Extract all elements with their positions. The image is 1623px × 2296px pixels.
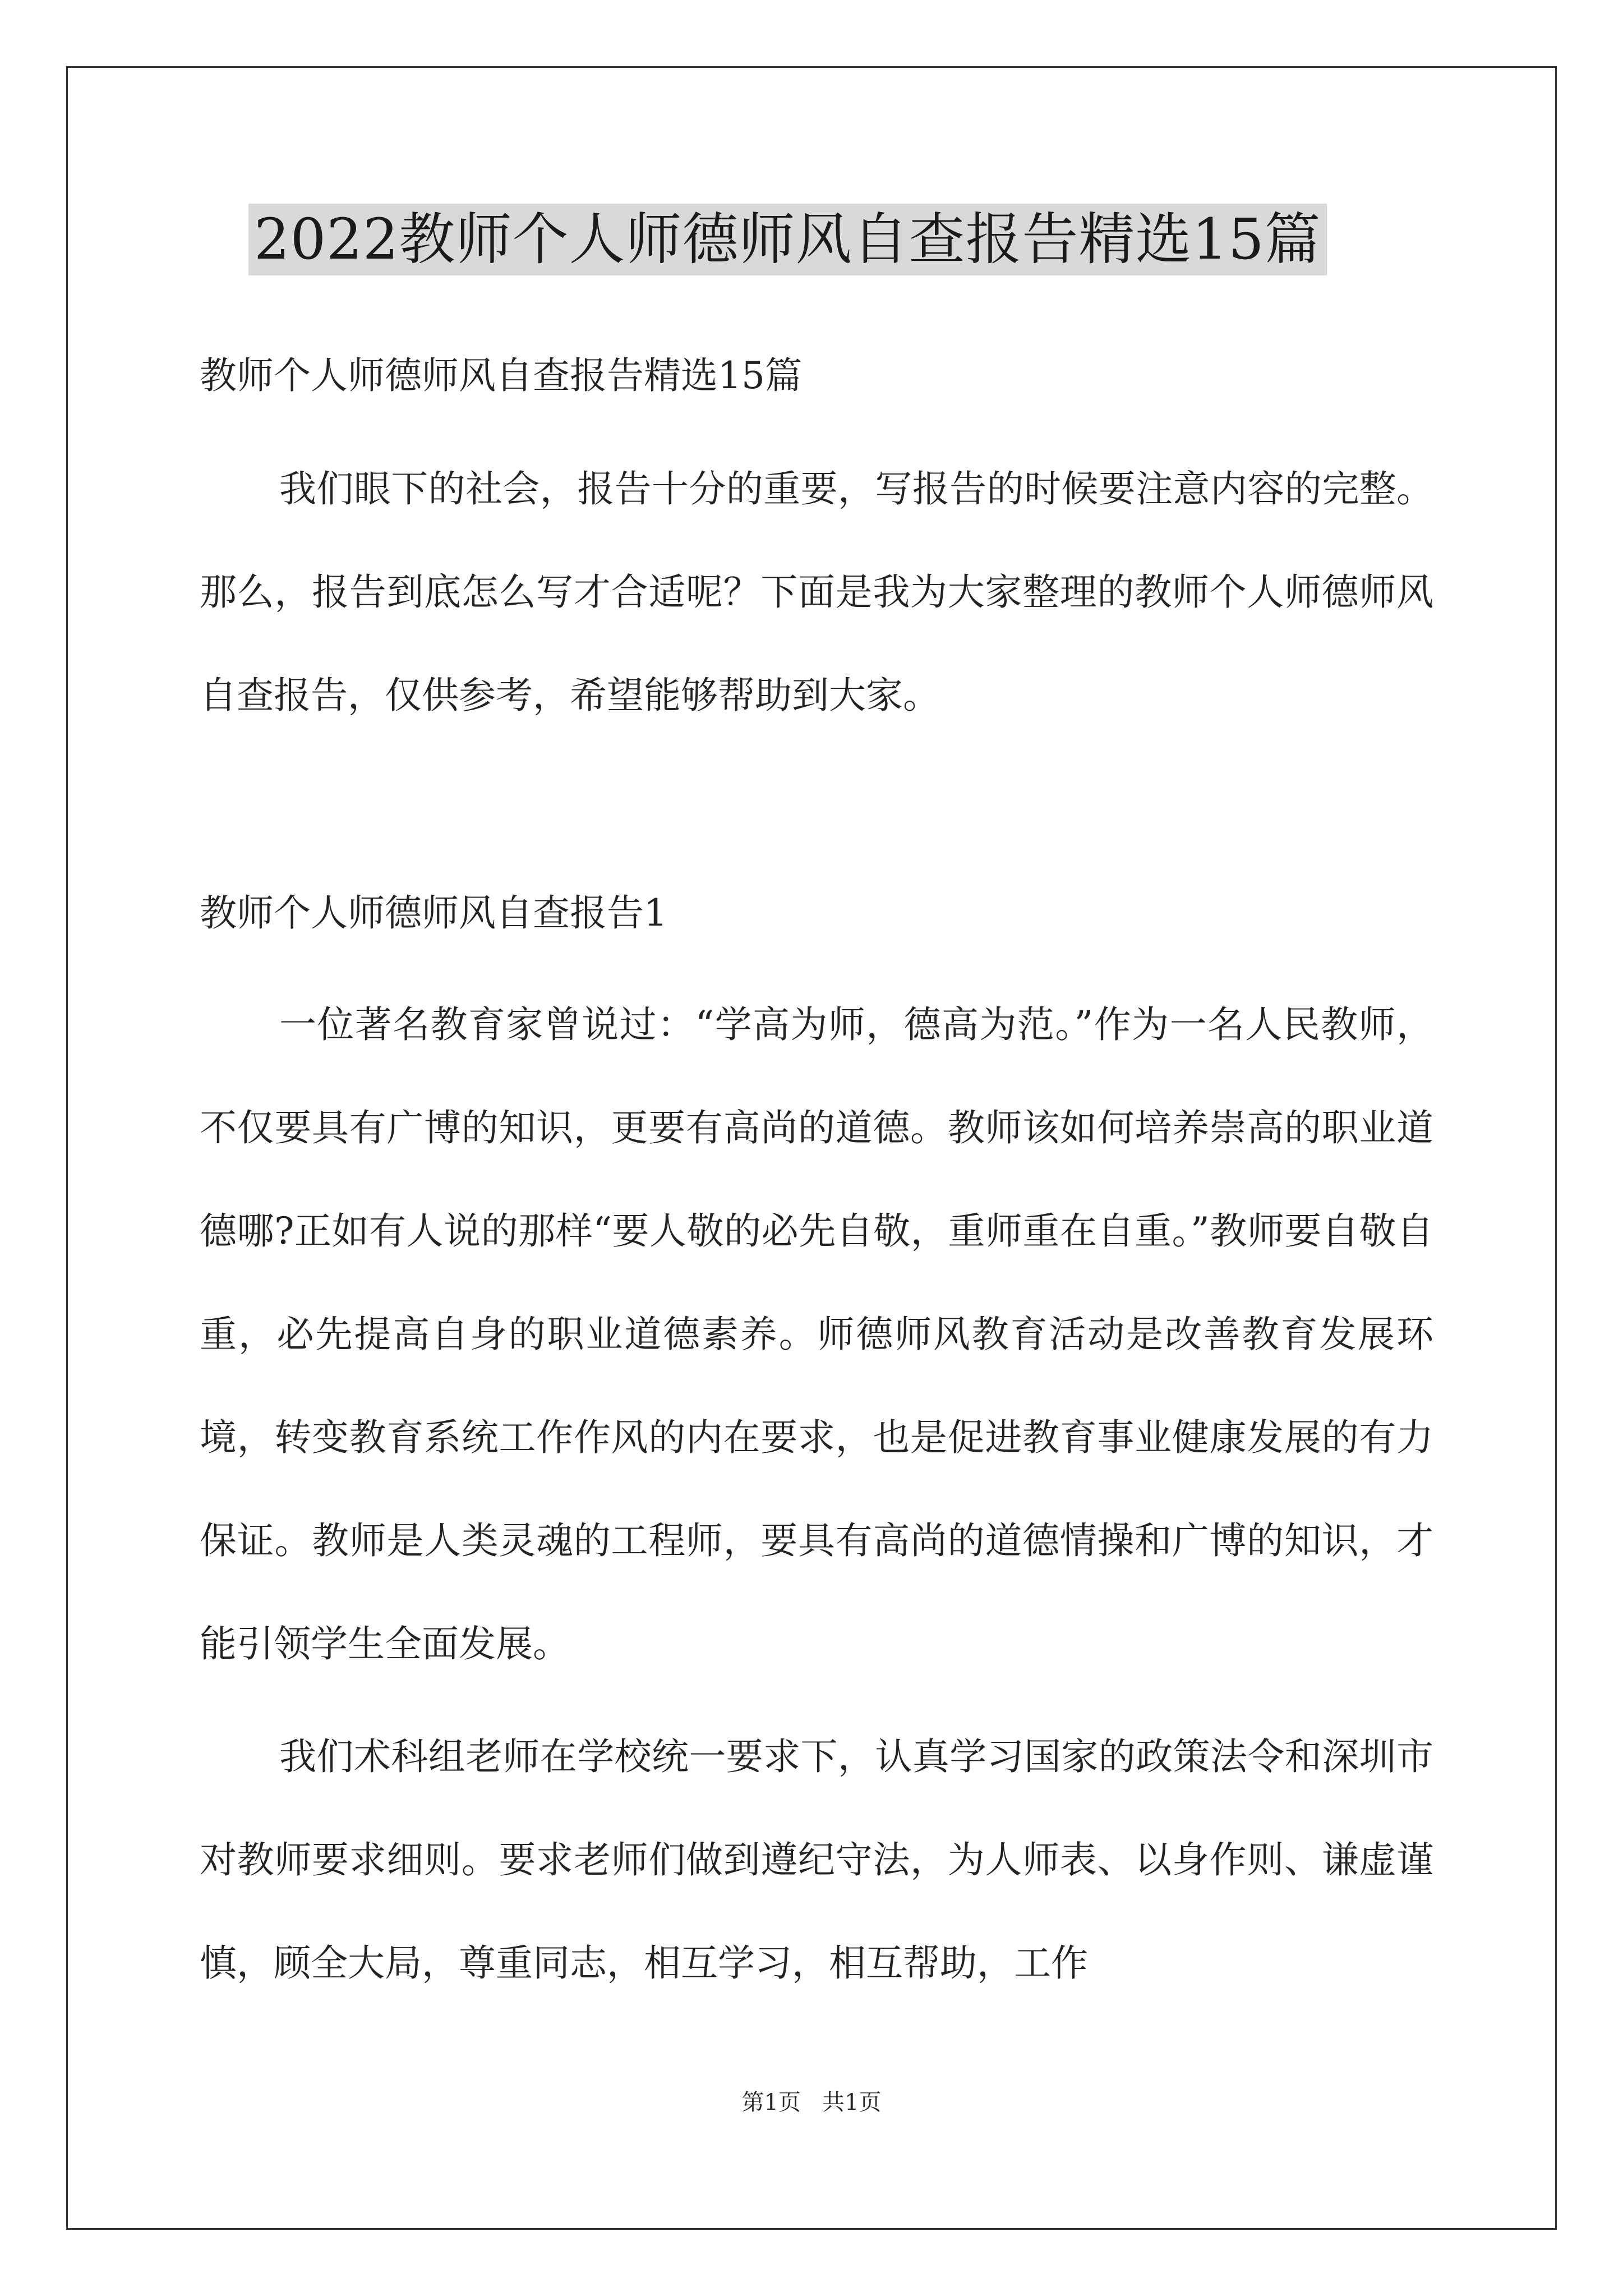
document-title: 2022教师个人师德师风自查报告精选15篇: [248, 204, 1327, 275]
section-heading: 教师个人师德师风自查报告1: [200, 891, 667, 935]
page-footer: 第1页 共1页: [741, 2090, 882, 2115]
document-subtitle: 教师个人师德师风自查报告精选15篇: [200, 354, 802, 397]
intro-paragraph: 我们眼下的社会，报告十分的重要，写报告的时候要注意内容的完整。那么，报告到底怎么写才合适呢？下面是我为大家整理的教师个人师德师风自查报告，仅供参考，希望能够帮助到大家。: [200, 467, 1433, 717]
body-paragraph-2: 我们术科组老师在学校统一要求下，认真学习国家的政策法令和深圳市对教师要求细则。要求老师们做到遵纪守法，为人师表、以身作则、谦虚谨慎，顾全大局，尊重同志，相互学习，相互帮助，工作: [200, 1735, 1433, 1985]
body-paragraph-1: 一位著名教育家曾说过：“学高为师，德高为范。”作为一名人民教师，不仅要具有广博的知识，更要有高尚的道德。教师该如何培养崇高的职业道德哪?正如有人说的那样“要人敬的必先自敬，重师重在自重。”教师要自敬自重，必先提高自身的职业道德素养。师德师风教育活动是改善教育发展环境，转变教育系统工作作风的内在要求，也是促进教育事业健康发展的有力保证。教师是人类灵魂的工程师，要具有高尚的道德情操和广博的知识，才能引领学生全面发展。: [200, 1003, 1433, 1665]
